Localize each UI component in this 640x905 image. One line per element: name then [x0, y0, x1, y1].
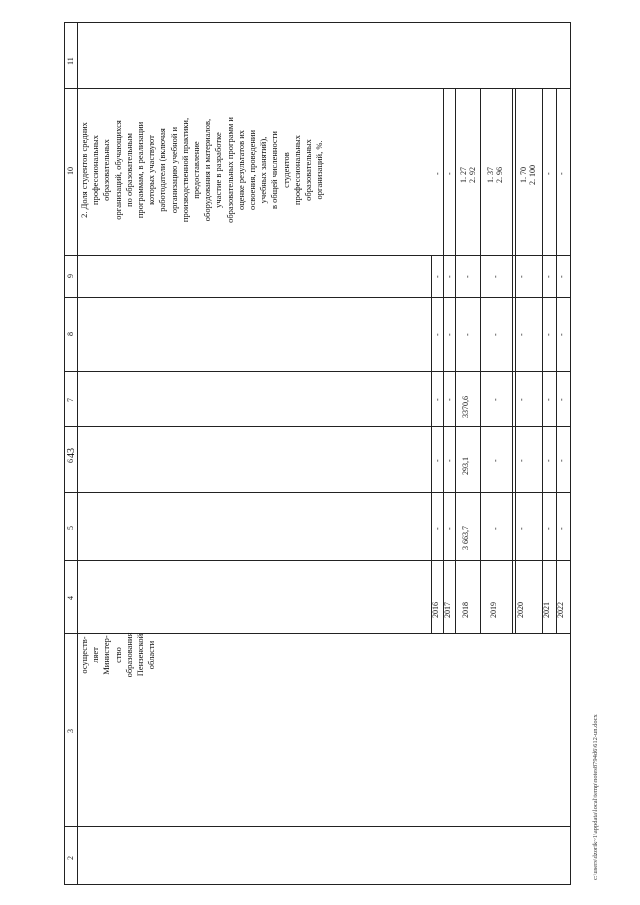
footer-file-path: c:\users\dzorik~1\appdata\local\temp\notes8794d6\612-un.docx [592, 714, 599, 880]
value-cell-col5: - [557, 527, 566, 530]
value-cell-col10: 2. 96 [495, 167, 504, 183]
value-cell-col10: - [445, 172, 454, 175]
col-divider-9-10 [64, 255, 571, 256]
header-row-divider [77, 22, 78, 885]
column-number: 4 [66, 596, 75, 600]
value-cell-col10: 1. 37 [486, 167, 495, 183]
value-cell-col10: 2. 100 [528, 165, 537, 185]
year-row-divider [480, 88, 481, 633]
value-cell-col10: - [557, 172, 566, 175]
col-divider-4-5 [64, 560, 571, 561]
value-cell-col7: 3370,6 [461, 396, 470, 418]
value-cell-col8: - [433, 333, 442, 336]
value-cell-col9: - [557, 275, 566, 278]
year-cell: 2016 [431, 602, 440, 618]
value-cell-col6: - [557, 459, 566, 462]
column-number: 8 [66, 332, 75, 336]
column-number: 11 [66, 57, 75, 65]
value-cell-col10: - [433, 172, 442, 175]
value-cell-col9: - [544, 275, 553, 278]
value-cell-col7: - [557, 398, 566, 401]
value-cell-col8: - [463, 333, 472, 336]
column-number: 7 [66, 398, 75, 402]
value-cell-col6: - [517, 459, 526, 462]
column-number: 2 [66, 856, 75, 860]
year-row-divider [512, 88, 513, 633]
value-cell-col7: - [517, 398, 526, 401]
value-cell-col5: - [544, 527, 553, 530]
year-cell: 2020 [516, 602, 525, 618]
value-cell-col8: - [544, 333, 553, 336]
year-cell: 2019 [489, 602, 498, 618]
value-cell-col6: - [445, 459, 454, 462]
column-number: 10 [66, 167, 75, 175]
year-cell: 2022 [556, 602, 565, 618]
column-number: 3 [66, 729, 75, 733]
col-divider-5-6 [64, 492, 571, 493]
page-number: 43 [66, 448, 77, 458]
value-cell-col8: - [491, 333, 500, 336]
year-cell: 2018 [461, 602, 470, 618]
value-cell-col5: - [445, 527, 454, 530]
value-cell-col7: - [445, 398, 454, 401]
col-divider-8-9 [64, 297, 571, 298]
value-cell-col9: - [463, 275, 472, 278]
col-divider-2-3 [64, 826, 571, 827]
value-cell-col8: - [445, 333, 454, 336]
column-number: 5 [66, 526, 75, 530]
col-divider-7-8 [64, 371, 571, 372]
value-cell-col7: - [433, 398, 442, 401]
year-row-divider [455, 88, 456, 633]
value-cell-col10: 1. 70 [519, 167, 528, 183]
value-cell-col6: 293,1 [461, 457, 470, 475]
value-cell-col9: - [433, 275, 442, 278]
year-row-divider [542, 88, 543, 633]
value-cell-col9: - [491, 275, 500, 278]
value-cell-col8: - [517, 333, 526, 336]
value-cell-col5: - [517, 527, 526, 530]
year-row-divider [556, 88, 557, 633]
value-cell-col7: - [491, 398, 500, 401]
year-cell: 2021 [542, 602, 551, 618]
value-cell-col10: - [544, 172, 553, 175]
year-cell: 2017 [443, 602, 452, 618]
column-number: 9 [66, 274, 75, 278]
responsible-executor: осуществ- ляет Министер- ство образования Пензенской области [79, 632, 157, 678]
column-number: 6 [66, 459, 75, 463]
year-row-divider [515, 88, 516, 633]
value-cell-col6: - [491, 459, 500, 462]
col-divider-6-7 [64, 426, 571, 427]
value-cell-col5: 3 663,7 [461, 526, 470, 550]
value-cell-col9: - [517, 275, 526, 278]
indicator-description: 2. Доля студентов средних профессиональных образовательных организаций, обучающихся по образовательным программам, в реализации которых участвуют работодатели (включая организацию учебной и производственной практики, предоставление оборудования и материалов, участие в разработке образовательных программ и оценке результатов их освоения, проведении учебных занятий), в общей численности студентов профессиональных образовательных организаций, %. [79, 117, 325, 223]
value-cell-col7: - [544, 398, 553, 401]
col-divider-10-11 [64, 88, 571, 89]
year-row-divider [443, 88, 444, 633]
value-cell-col6: - [544, 459, 553, 462]
value-cell-col10: 2. 92 [468, 167, 477, 183]
value-cell-col6: - [433, 459, 442, 462]
value-cell-col10: 1. 27 [459, 167, 468, 183]
value-cell-col5: - [433, 527, 442, 530]
value-cell-col5: - [491, 527, 500, 530]
year-row-divider [431, 255, 432, 633]
value-cell-col9: - [445, 275, 454, 278]
value-cell-col8: - [557, 333, 566, 336]
